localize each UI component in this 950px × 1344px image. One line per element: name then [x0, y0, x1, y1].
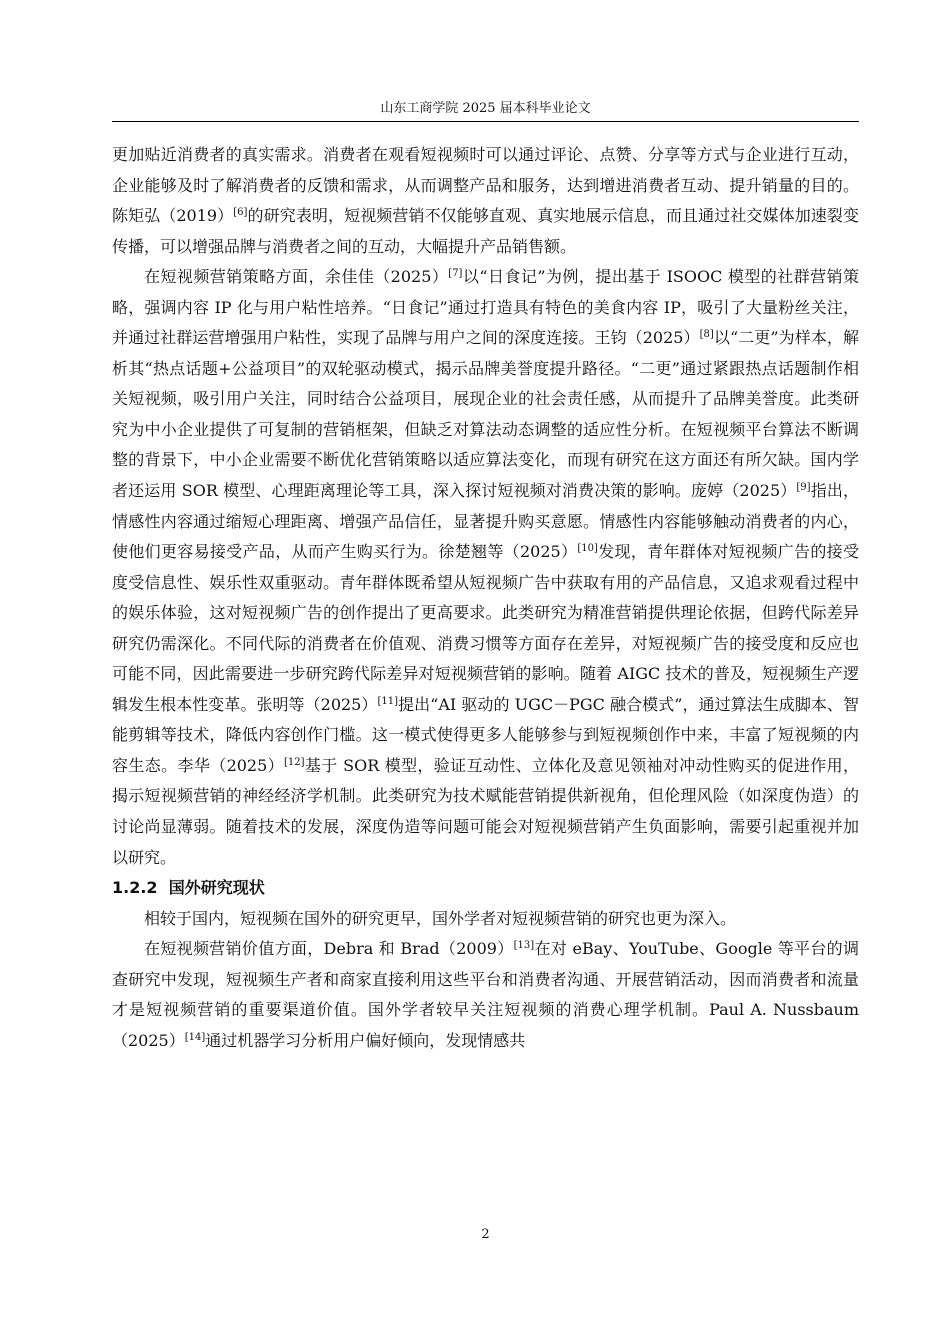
citation-ref: [11] [377, 695, 398, 707]
section-title: 国外研究现状 [168, 878, 265, 898]
citation-ref: [12] [284, 756, 305, 768]
section-heading [112, 873, 859, 904]
citation-ref: [14] [184, 1031, 206, 1043]
body-text [112, 140, 859, 1056]
citation-ref: [6] [233, 207, 248, 219]
citation-ref: [10] [577, 543, 598, 555]
page-number: 2 [481, 1227, 490, 1242]
citation-ref: [9] [796, 482, 811, 494]
paragraph-p2: 相较于国内，短视频在国外的研究更早，国外学者对短视频营销的研究也更为深入。 [144, 908, 737, 928]
paragraph-p3: 在短视频营销价值方面，Debra 和 Brad（2009）[13]在对 eBay、YouTube、Google 等平台的调查研究中发现，短视频生产者和商家直接利用这些平台和消费者沟通、开展营销活动，因而消费者和流量才是短视频营销的重要渠道价值。国外学者较早关注短视频的消费心理学机制。Paul A. Nussbaum（2025）[14]通过机器学习分析用户偏好倾向，发现情感共 [112, 939, 859, 1050]
citation-ref: [8] [699, 329, 714, 341]
paragraph-p0: 更加贴近消费者的真实需求。消费者在观看短视频时可以通过评论、点赞、分享等方式与企业进行互动，企业能够及时了解消费者的反馈和需求，从而调整产品和服务，达到增进消费者互动、提升销量的目的。陈矩弘（2019）[6]的研究表明，短视频营销不仅能够直观、真实地展示信息，而且通过社交媒体加速裂变传播，可以增强品牌与消费者之间的互动，大幅提升产品销售额。 [112, 145, 859, 256]
page-header: 山东工商学院 2025 届本科毕业论文 [380, 101, 591, 116]
paragraph-p1: 在短视频营销策略方面，余佳佳（2025）[7]以“日食记”为例，提出基于 ISOOC 模型的社群营销策略，强调内容 IP 化与用户粘性培养。“日食记”通过打造具有特色的美食内容 IP，吸引了大量粉丝关注，并通过社群运营增强用户粘性，实现了品牌与用户之间的深度连接。王钧（2025）[8]以“二更”为样本，解析其“热点话题+公益项目”的双轮驱动模式，揭示品牌美誉度提升路径。“二更”通过紧跟热点话题制作相关短视频，吸引用户关注，同时结合公益项目，展现企业的社会责任感，从而提升了品牌美誉度。此类研究为中小企业提供了可复制的营销框架，但缺乏对算法动态调整的适应性分析。在短视频平台算法不断调整的背景下，中小企业需要不断优化营销策略以适应算法变化，而现有研究在这方面还有所欠缺。国内学者还运用 SOR 模型、心理距离理论等工具，深入探讨短视频对消费决策的影响。庞婷（2025）[9]指出，情感性内容通过缩短心理距离、增强产品信任，显著提升购买意愿。情感性内容能够触动消费者的内心，使他们更容易接受产品，从而产生购买行为。徐楚翘等（2025）[10]发现，青年群体对短视频广告的接受度受信息性、娱乐性双重驱动。青年群体既希望从短视频广告中获取有用的产品信息，又追求观看过程中的娱乐体验，这对短视频广告的创作提出了更高要求。此类研究为精准营销提供理论依据，但跨代际差异研究仍需深化。不同代际的消费者在价值观、消费习惯等方面存在差异，对短视频广告的接受度和反应也可能不同，因此需要进一步研究跨代际差异对短视频营销的影响。随着 AIGC 技术的普及，短视频生产逻辑发生根本性变革。张明等（2025）[11]提出“AI 驱动的 UGC－PGC 融合模式”，通过算法生成脚本、智能剪辑等技术，降低内容创作门槛。这一模式使得更多人能够参与到短视频创作中来，丰富了短视频的内容生态。李华（2025）[12]基于 SOR 模型，验证互动性、立体化及意见领袖对冲动性购买的促进作用，揭示短视频营销的神经经济学机制。此类研究为技术赋能营销提供新视角，但伦理风险（如深度伪造）的讨论尚显薄弱。随着技术的发展，深度伪造等问题可能会对短视频营销产生负面影响，需要引起重视并加以研究。 [112, 267, 859, 867]
citation-ref: [7] [448, 268, 463, 280]
header-rule [112, 121, 859, 122]
section-number: 1.2.2 [112, 878, 158, 898]
citation-ref: [13] [513, 940, 535, 952]
